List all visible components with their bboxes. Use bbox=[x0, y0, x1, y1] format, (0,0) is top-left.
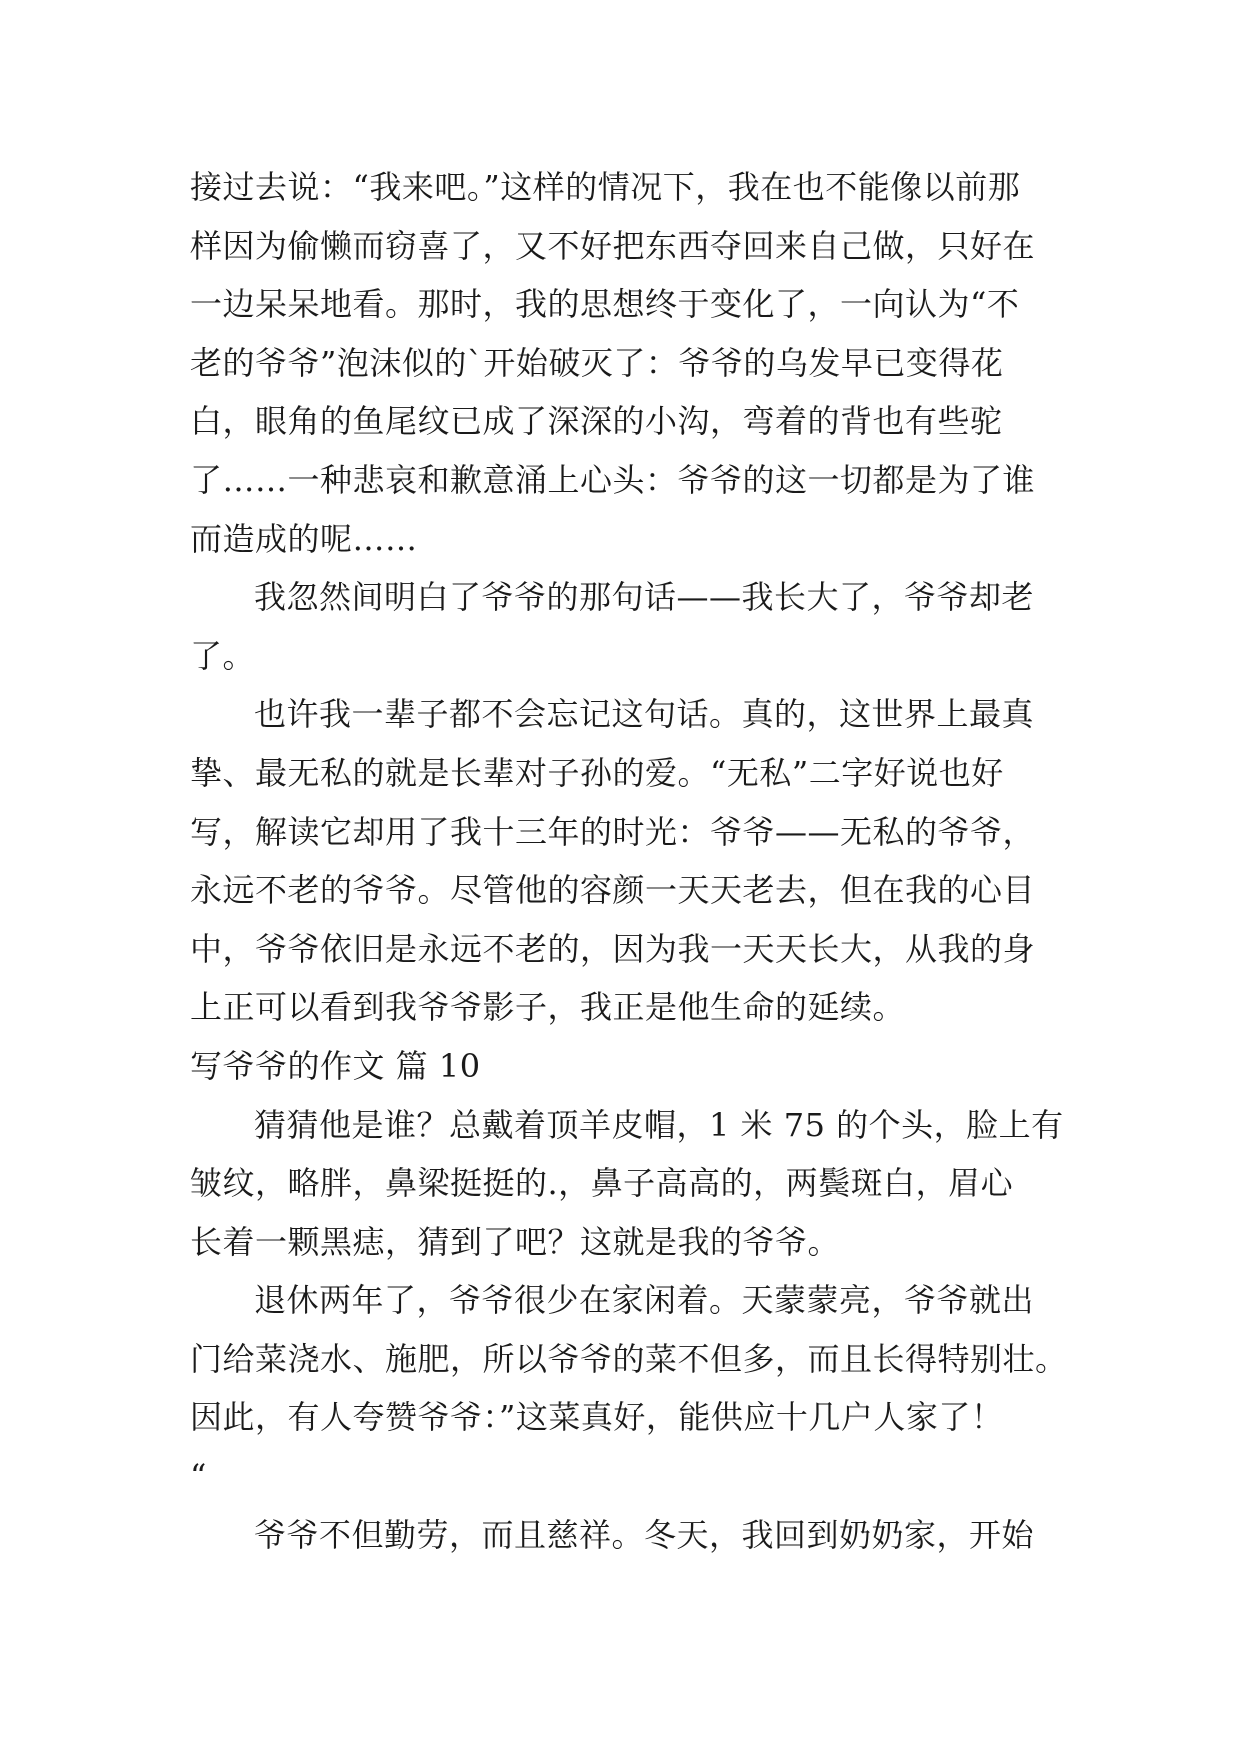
text-line: 中，爷爷依旧是永远不老的，因为我一天天长大，从我的身 bbox=[190, 929, 1036, 968]
paragraph-start-line: 退休两年了，爷爷很少在家闲着。天蒙蒙亮，爷爷就出 bbox=[254, 1281, 1035, 1320]
text-line: 永远不老的爷爷。尽管他的容颜一天天老去，但在我的心目 bbox=[190, 871, 1036, 910]
text-line: 样因为偷懒而窃喜了，又不好把东西夺回来自己做，只好在 bbox=[190, 226, 1036, 265]
text-line: 挚、最无私的就是长辈对子孙的爱。“无私”二字好说也好 bbox=[190, 753, 1004, 792]
text-line: 门给菜浇水、施肥，所以爷爷的菜不但多，而且长得特别壮。 bbox=[190, 1339, 1068, 1378]
text-line: 老的爷爷”泡沫似的`开始破灭了：爷爷的乌发早已变得花 bbox=[190, 343, 1004, 382]
text-line: 接过去说：“我来吧。”这样的情况下，我在也不能像以前那 bbox=[190, 168, 1021, 206]
text-line: 因此，有人夸赞爷爷：”这菜真好，能供应十几户人家了！ bbox=[190, 1398, 1004, 1437]
text-line: 一边呆呆地看。那时，我的思想终于变化了，一向认为“不 bbox=[190, 285, 1020, 324]
text-line: 了。 bbox=[190, 636, 256, 675]
text-line: 长着一颗黑痣，猜到了吧？这就是我的爷爷。 bbox=[190, 1222, 841, 1261]
text-line: 了……一种悲哀和歉意涌上心头：爷爷的这一切都是为了谁 bbox=[190, 460, 1036, 499]
essay-text bbox=[190, 158, 1068, 1564]
paragraph-start-line: 猜猜他是谁？总戴着顶羊皮帽，1 米 75 的个头，脸上有 bbox=[254, 1105, 1064, 1144]
text-line: 白，眼角的鱼尾纹已成了深深的小沟，弯着的背也有些驼 bbox=[190, 402, 1003, 441]
text-line: 写，解读它却用了我十三年的时光：爷爷——无私的爷爷， bbox=[190, 812, 1036, 851]
paragraph-start-line: 也许我一辈子都不会忘记这句话。真的，这世界上最真 bbox=[254, 695, 1035, 734]
paragraph-start-line: 我忽然间明白了爷爷的那句话——我长大了，爷爷却老 bbox=[254, 578, 1035, 617]
paragraph-start-line: 爷爷不但勤劳，而且慈祥。冬天，我回到奶奶家，开始 bbox=[254, 1515, 1035, 1554]
section-heading: 写爷爷的作文 篇 10 bbox=[190, 1046, 481, 1085]
text-line: 皱纹，略胖，鼻梁挺挺的.，鼻子高高的，两鬓斑白，眉心 bbox=[190, 1164, 1014, 1203]
text-line: 而造成的呢…… bbox=[190, 519, 418, 558]
text-line: “ bbox=[190, 1457, 207, 1496]
text-line: 上正可以看到我爷爷影子，我正是他生命的延续。 bbox=[190, 988, 906, 1027]
